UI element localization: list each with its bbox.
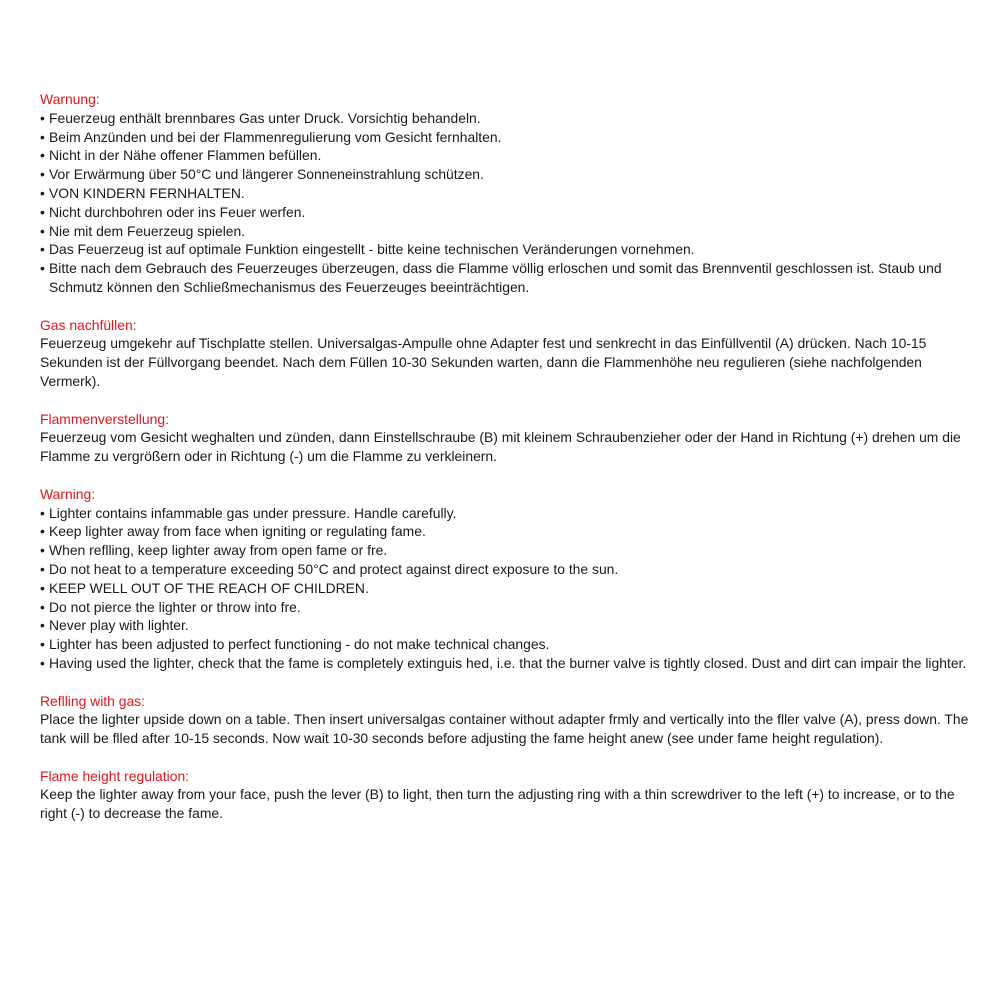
section-flammenverstellung — [40, 410, 980, 466]
list-item: • KEEP WELL OUT OF THE REACH OF CHILDREN. — [40, 579, 980, 598]
section-heading: Warning: — [40, 485, 96, 502]
section-refilling — [40, 692, 980, 748]
list-item: • Having used the lighter, check that the fame is completely extinguis hed, i.e. that the burner valve is tightly closed. Dust and dirt can impair the lighter. — [40, 654, 980, 673]
list-item: • Never play with lighter. — [40, 616, 980, 635]
section-warnung — [40, 90, 980, 297]
list-item: • Vor Erwärmung über 50°C und längerer Sonneneinstrahlung schützen. — [40, 165, 980, 184]
section-heading: Warnung: — [40, 91, 100, 107]
list-item: • Nicht durchbohren oder ins Feuer werfen. — [40, 203, 980, 222]
section-flame-height — [40, 767, 980, 823]
list-item: • Das Feuerzeug ist auf optimale Funktion eingestellt - bitte keine technischen Veränderungen vornehmen. — [40, 240, 980, 259]
list-item: • Feuerzeug enthält brennbares Gas unter Druck. Vorsichtig behandeln. — [40, 109, 980, 128]
section-gas-nachfuellen — [40, 316, 980, 391]
bullet-list — [40, 109, 980, 297]
section-heading: Reflling with gas: — [40, 692, 146, 709]
list-item: • Nie mit dem Feuerzeug spielen. — [40, 222, 980, 241]
list-item: • Nicht in der Nähe offener Flammen befüllen. — [40, 146, 980, 165]
list-item: • Lighter has been adjusted to perfect functioning - do not make technical changes. — [40, 635, 980, 654]
list-item: • Bitte nach dem Gebrauch des Feuerzeuges überzeugen, dass die Flamme völlig erloschen und somit das Brennventil geschlossen ist. Staub und Schmutz können den Schließmechanismus des Feuerzeuges beeinträchtigen. — [40, 259, 980, 297]
section-paragraph: Feuerzeug vom Gesicht weghalten und zünden, dann Einstellschraube (B) mit kleinem Schraubenzieher oder der Hand in Richtung (+) drehen um die Flamme zu vergrößern oder in Richtung (-) um die Flamme zu verkleinern. — [40, 429, 961, 465]
list-item: • Do not heat to a temperature exceeding 50°C and protect against direct exposure to the sun. — [40, 560, 980, 579]
list-item: • VON KINDERN FERNHALTEN. — [40, 184, 980, 203]
section-paragraph: Place the lighter upside down on a table. Then insert universalgas container without adapter frmly and vertically into the fller valve (A), press down. The tank will be flled after 10-15 seconds. Now wait 10-30 seconds before adjusting the fame height anew (see under fame height regulation). — [40, 711, 969, 747]
list-item: • Do not pierce the lighter or throw into fre. — [40, 598, 980, 617]
bullet-list — [40, 504, 980, 673]
list-item: • Lighter contains infammable gas under pressure. Handle carefully. — [40, 504, 980, 523]
list-item: • Keep lighter away from face when igniting or regulating fame. — [40, 522, 980, 541]
section-heading: Gas nachfüllen: — [40, 316, 137, 333]
instructions-document — [40, 90, 980, 842]
section-heading: Flame height regulation: — [40, 767, 190, 784]
list-item: • When reflling, keep lighter away from open fame or fre. — [40, 541, 980, 560]
list-item: • Beim Anzünden und bei der Flammenregulierung vom Gesicht fernhalten. — [40, 128, 980, 147]
section-warning — [40, 485, 980, 673]
section-heading: Flammenverstellung: — [40, 410, 169, 427]
section-paragraph: Keep the lighter away from your face, push the lever (B) to light, then turn the adjusting ring with a thin screwdriver to the left (+) to increase, or to the right (-) to decrease the fame. — [40, 786, 955, 822]
section-paragraph: Feuerzeug umgekehr auf Tischplatte stellen. Universalgas-Ampulle ohne Adapter fest und senkrecht in das Einfüllventil (A) drücken. Nach 10-15 Sekunden ist der Füllvorgang beendet. Nach dem Füllen 10-30 Sekunden warten, dann die Flammenhöhe neu regulieren (siehe nachfolgenden Vermerk). — [40, 335, 927, 389]
